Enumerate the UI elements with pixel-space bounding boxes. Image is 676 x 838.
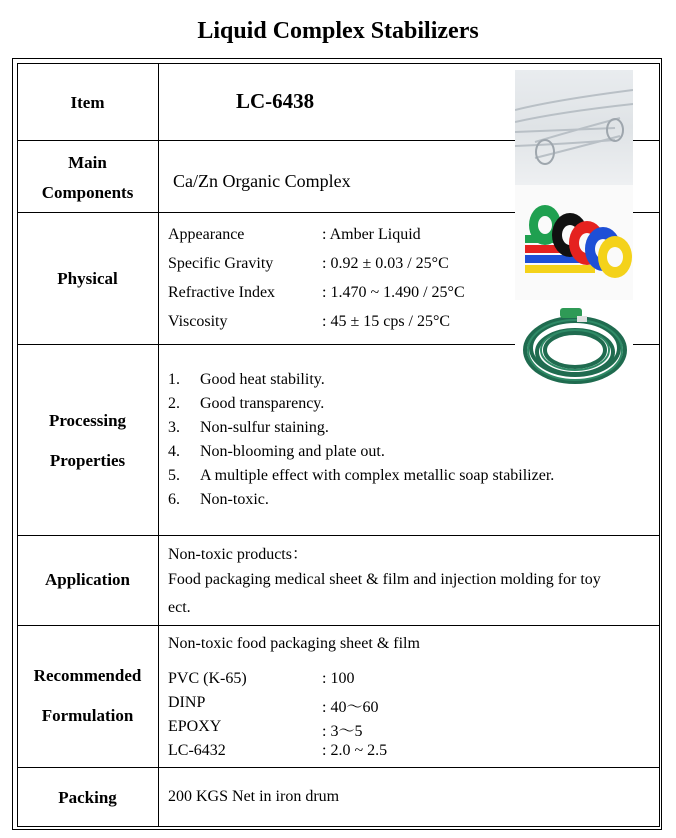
- page-title: Liquid Complex Stabilizers: [197, 18, 479, 44]
- row-divider: [17, 767, 660, 768]
- list-item: Non-blooming and plate out.: [200, 443, 385, 460]
- physical-name: Specific Gravity: [168, 255, 274, 272]
- list-item: Good heat stability.: [200, 371, 325, 388]
- product-code: LC-6438: [236, 89, 315, 113]
- row-divider: [17, 625, 660, 626]
- processing-label-1: Processing: [48, 411, 127, 430]
- formulation-value: : 40～60: [322, 699, 379, 716]
- garden-hose-photo: [515, 300, 633, 392]
- list-number: 6.: [168, 491, 180, 508]
- row-divider: [17, 535, 660, 536]
- packing-label: Packing: [58, 788, 117, 807]
- list-number: 5.: [168, 467, 180, 484]
- column-divider: [158, 63, 159, 827]
- list-item: A multiple effect with complex metallic soap stabilizer.: [200, 467, 555, 484]
- application-line: Food packaging medical sheet & film and injection molding for toy: [168, 571, 601, 588]
- physical-value: : 45 ± 15 cps / 25°C: [322, 313, 451, 330]
- main-components-label-2: Components: [41, 183, 134, 202]
- physical-label: Physical: [57, 269, 118, 288]
- formulation-name: DINP: [168, 694, 206, 711]
- processing-label-2: Properties: [49, 451, 126, 470]
- formulation-value: : 2.0 ~ 2.5: [322, 742, 388, 759]
- list-item: Good transparency.: [200, 395, 325, 412]
- application-label: Application: [44, 570, 131, 589]
- list-number: 4.: [168, 443, 180, 460]
- list-number: 1.: [168, 371, 180, 388]
- packing-value: 200 KGS Net in iron drum: [168, 788, 340, 805]
- item-label: Item: [70, 93, 105, 112]
- physical-value: : 0.92 ± 0.03 / 25°C: [322, 255, 449, 272]
- main-components-value: Ca/Zn Organic Complex: [173, 171, 351, 191]
- electrical-tapes-photo: [515, 185, 633, 300]
- physical-name: Refractive Index: [168, 284, 276, 301]
- physical-value: : Amber Liquid: [322, 226, 421, 243]
- pvc-tubes-photo: [515, 70, 633, 185]
- formulation-value: : 3～5: [322, 723, 363, 740]
- physical-value: : 1.470 ~ 1.490 / 25°C: [322, 284, 465, 301]
- list-item: Non-toxic.: [200, 491, 269, 508]
- formulation-name: LC-6432: [168, 742, 226, 759]
- formulation-heading: Non-toxic food packaging sheet & film: [168, 635, 420, 652]
- formulation-name: EPOXY: [168, 718, 222, 735]
- application-line: ect.: [168, 599, 191, 616]
- application-line: Non-toxic products：: [168, 546, 308, 563]
- list-number: 3.: [168, 419, 180, 436]
- formulation-label-2: Formulation: [41, 706, 134, 725]
- list-number: 2.: [168, 395, 180, 412]
- formulation-value: : 100: [322, 670, 355, 687]
- physical-name: Viscosity: [168, 313, 228, 330]
- list-item: Non-sulfur staining.: [200, 419, 329, 436]
- formulation-label-1: Recommended: [33, 666, 142, 685]
- formulation-name: PVC (K-65): [168, 670, 247, 687]
- physical-name: Appearance: [168, 226, 245, 243]
- main-components-label-1: Main: [68, 153, 107, 172]
